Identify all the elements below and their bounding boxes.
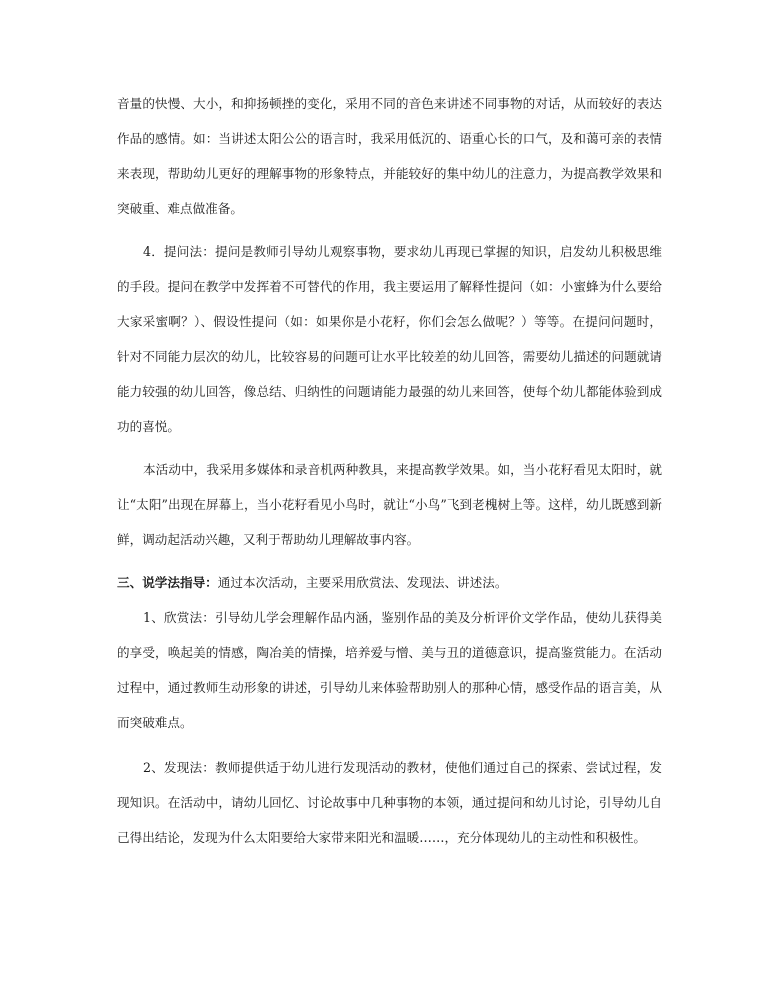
paragraph-reading-technique: 音量的快慢、大小，和抑扬顿挫的变化，采用不同的音色来讲述不同事物的对话，从而较好的表达作品的感情。如：当讲述太阳公公的语言时，我采用低沉的、语重心长的口气，及和蔼可亲的表情来表现，帮助幼儿更好的理解事物的形象特点，并能较好的集中幼儿的注意力，为提高教学效果和突破重、难点做准备。	[117, 96, 662, 216]
paragraph-teaching-aids: 本活动中，我采用多媒体和录音机两种教具，来提高教学效果。如，当小花籽看见太阳时，就让“太阳”出现在屏幕上，当小花籽看见小鸟时，就让“小鸟”飞到老槐树上等。这样，幼儿既感到新鲜，调动起活动兴趣，又利于帮助幼儿理解故事内容。	[117, 462, 662, 547]
section-heading-label: 三、说学法指导：	[117, 575, 218, 590]
section-heading-study-method	[117, 565, 662, 600]
paragraph-discovery-method: 2、发现法：教师提供适于幼儿进行发现活动的教材，使他们通过自己的探索、尝试过程，发现知识。在活动中，请幼儿回忆、讨论故事中几种事物的本领，通过提问和幼儿讨论，引导幼儿自己得出结论，发现为什么太阳要给大家带来阳光和温暖……，充分体现幼儿的主动性和积极性。	[117, 760, 662, 845]
paragraph-appreciation-method: 1、欣赏法：引导幼儿学会理解作品内涵，鉴别作品的美及分析评价文学作品，使幼儿获得美的享受，唤起美的情感，陶冶美的情操，培养爱与憎、美与丑的道德意识，提高鉴赏能力。在活动过程中，通过教师生动形象的讲述，引导幼儿来体验帮助别人的那种心情，感受作品的语言美，从而突破难点。	[117, 610, 662, 730]
section-heading-text: 通过本次活动，主要采用欣赏法、发现法、讲述法。	[217, 575, 508, 590]
paragraph-questioning-method: 4．提问法：提问是教师引导幼儿观察事物，要求幼儿再现已掌握的知识，启发幼儿积极思维的手段。提问在教学中发挥着不可替代的作用，我主要运用了解释性提问（如：小蜜蜂为什么要给大家采蜜啊？）、假设性提问（如：如果你是小花籽，你们会怎么做呢？）等等。在提问问题时，针对不同能力层次的幼儿，比较容易的问题可让水平比较差的幼儿回答，需要幼儿描述的问题就请能力较强的幼儿回答，像总结、归纳性的问题请能力最强的幼儿来回答，使每个幼儿都能体验到成功的喜悦。	[117, 244, 662, 434]
